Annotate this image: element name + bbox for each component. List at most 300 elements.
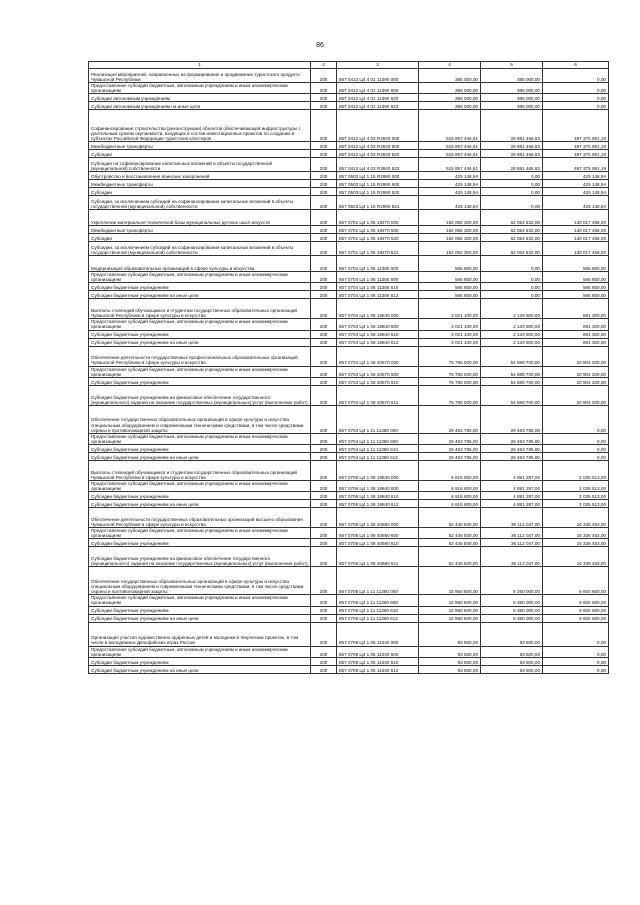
row-name: Субсидии	[89, 234, 311, 242]
row-value-total: 15 950 600,00	[419, 595, 481, 606]
row-code: 200	[311, 539, 337, 547]
row-value-total: 515 957 446,81	[419, 150, 481, 158]
row-value-executed: 2 129 800,00	[481, 338, 543, 346]
row-name: Обеспечение деятельности государственных образовательных организаций высшего образования Чувашской Республики в сфере культуры и искусства	[89, 508, 311, 528]
row-code: 200	[311, 256, 337, 272]
table-row	[89, 665, 609, 673]
row-value-remainder: 16 336 453,00	[543, 508, 609, 528]
row-code: 200	[311, 508, 337, 528]
row-name: Субсидии бюджетным учреждениям	[89, 444, 311, 452]
table-row	[89, 528, 609, 539]
row-value-remainder: 891 300,00	[543, 338, 609, 346]
row-value-total: 385 000,00	[419, 102, 481, 110]
row-value-total: 385 000,00	[419, 83, 481, 94]
row-kbk: 857 0706 Ц4 1 08 40680 610	[337, 539, 419, 547]
row-code: 200	[311, 480, 337, 491]
row-code: 200	[311, 567, 337, 595]
table-row	[89, 172, 609, 180]
row-value-executed: 54 880 700,00	[481, 385, 543, 405]
table-row	[89, 330, 609, 338]
row-kbk: 857 0701 Ц4 1 06 19270 521	[337, 242, 419, 256]
row-name: Предоставление субсидий бюджетным, автономным учреждениям и иным некоммерческим организациям	[89, 366, 311, 377]
row-value-executed: 2 129 800,00	[481, 319, 543, 330]
row-kbk: 857 0704 Ц4 1 08 18840 000	[337, 299, 419, 319]
table-row	[89, 180, 609, 188]
row-value-total: 75 785 000,00	[419, 385, 481, 405]
row-kbk: 857 0704 Ц4 1 08 18840 610	[337, 330, 419, 338]
row-name: Предоставление субсидий бюджетным, автономным учреждениям и иным некоммерческим организациям	[89, 528, 311, 539]
row-value-executed: 36 112 047,00	[481, 508, 543, 528]
row-value-total: 565 800,00	[419, 272, 481, 283]
row-name: Предоставление субсидий бюджетным, автономным учреждениям и иным некоммерческим организациям	[89, 433, 311, 444]
row-value-executed: 29 483 785,00	[481, 433, 543, 444]
row-name: Субсидии бюджетным учреждениям на иные цели	[89, 338, 311, 346]
table-row	[89, 444, 609, 452]
row-value-executed: 2 129 800,00	[481, 330, 543, 338]
row-value-executed: 54 880 700,00	[481, 366, 543, 377]
row-name: Субсидии	[89, 188, 311, 196]
row-value-remainder: 130 017 468,00	[543, 210, 609, 226]
row-name: Обеспечение деятельности государственных профессиональных образовательных организаций Чувашской Республики в сфере культуры и искусства	[89, 346, 311, 366]
row-name: Субсидии бюджетным учреждениям на финансовое обеспечение государственного (муниципального) задания на оказание государственных (муниципальных) услуг (выполнение работ)	[89, 385, 311, 405]
row-kbk: 857 0706 Ц4 1 08 40680 611	[337, 547, 419, 567]
row-kbk: 857 0701 Ц4 1 06 19270 500	[337, 226, 419, 234]
row-kbk: 857 0701 Ц4 1 06 19270 520	[337, 234, 419, 242]
row-name: Субсидии бюджетным учреждениям	[89, 606, 311, 614]
row-kbk: 857 0706 Ц4 1 11 11380 600	[337, 595, 419, 606]
row-code: 200	[311, 385, 337, 405]
row-code: 200	[311, 94, 337, 102]
row-value-executed: 29 483 785,00	[481, 405, 543, 433]
row-value-executed: 93 500,00	[481, 622, 543, 646]
row-value-remainder: 2 035 513,00	[543, 500, 609, 508]
row-code: 200	[311, 528, 337, 539]
row-value-total: 565 800,00	[419, 291, 481, 299]
row-value-total: 192 082 300,00	[419, 226, 481, 234]
row-value-executed: 0,00	[481, 283, 543, 291]
row-code: 200	[311, 188, 337, 196]
row-name: Предоставление субсидий бюджетным, автономным учреждениям и иным некоммерческим организациям	[89, 595, 311, 606]
row-kbk: 857 0709 Ц4 1 06 11040 610	[337, 657, 419, 665]
row-value-remainder: 6 600 600,00	[543, 606, 609, 614]
table-row	[89, 272, 609, 283]
column-header: 5	[481, 62, 543, 69]
row-value-total: 52 448 500,00	[419, 539, 481, 547]
row-name: Предоставление субсидий бюджетным, автономным учреждениям и иным некоммерческим организациям	[89, 83, 311, 94]
row-value-total: 75 785 000,00	[419, 346, 481, 366]
row-value-total: 52 448 500,00	[419, 547, 481, 567]
row-kbk: 857 0701 Ц4 1 06 19270 000	[337, 210, 419, 226]
row-name: Модернизация образовательных организаций в сфере культуры и искусства	[89, 256, 311, 272]
row-kbk: 857 0412 Ц4 4 03 R3840 500	[337, 142, 419, 150]
row-code: 200	[311, 377, 337, 385]
row-value-remainder: 20 904 300,00	[543, 366, 609, 377]
row-name: Реализация мероприятий, направленных на формирование и продвижение туристского продукта Чувашской Республики	[89, 69, 311, 83]
row-value-total: 6 916 800,00	[419, 500, 481, 508]
row-value-remainder: 425 148,94	[543, 196, 609, 210]
row-value-remainder: 0,00	[543, 94, 609, 102]
row-value-remainder: 130 017 468,00	[543, 226, 609, 234]
row-kbk: 857 0704 Ц4 1 08 40670 600	[337, 366, 419, 377]
row-kbk: 857 0412 Ц4 4 01 11390 620	[337, 94, 419, 102]
row-name: Выплаты стипендий обучающимся и студентам государственных образовательных организаций Чувашской Республики в сфере культуры и искусства	[89, 299, 311, 319]
table-row	[89, 142, 609, 150]
row-value-executed: 28 581 465,63	[481, 158, 543, 172]
table-row	[89, 256, 609, 272]
row-value-remainder: 891 300,00	[543, 330, 609, 338]
row-name: Предоставление субсидий бюджетным, автономным учреждениям и иным некоммерческим организациям	[89, 272, 311, 283]
row-kbk: 857 0704 Ц4 1 11 11380 600	[337, 433, 419, 444]
table-row	[89, 291, 609, 299]
row-code: 200	[311, 614, 337, 622]
row-value-executed: 9 350 000,00	[481, 567, 543, 595]
row-value-remainder: 20 904 300,00	[543, 385, 609, 405]
row-name: Субсидии бюджетным учреждениям на иные цели	[89, 614, 311, 622]
table-header-row	[89, 62, 609, 69]
row-value-total: 515 957 446,81	[419, 110, 481, 142]
row-value-remainder: 20 904 300,00	[543, 346, 609, 366]
row-code: 200	[311, 444, 337, 452]
table-row	[89, 283, 609, 291]
table-row	[89, 234, 609, 242]
row-kbk: 857 0503 Ц4 1 15 R2990 520	[337, 188, 419, 196]
row-code: 200	[311, 405, 337, 433]
table-row	[89, 595, 609, 606]
row-value-remainder: 0,00	[543, 452, 609, 460]
row-value-total: 6 916 800,00	[419, 480, 481, 491]
row-value-total: 3 021 100,00	[419, 319, 481, 330]
row-kbk: 857 0704 Ц4 1 08 40670 610	[337, 377, 419, 385]
row-kbk: 857 0706 Ц4 1 08 18840 610	[337, 492, 419, 500]
row-kbk: 857 0704 Ц4 1 11 11380 000	[337, 405, 419, 433]
row-code: 200	[311, 646, 337, 657]
row-name: Субсидии	[89, 150, 311, 158]
row-value-total: 515 957 446,81	[419, 142, 481, 150]
row-name: Предоставление субсидий бюджетным, автономным учреждениям и иным некоммерческим организациям	[89, 480, 311, 491]
row-value-total: 52 448 500,00	[419, 528, 481, 539]
row-kbk: 857 0704 Ц4 1 06 11380 000	[337, 256, 419, 272]
row-value-executed: 9 350 000,00	[481, 614, 543, 622]
row-name: Межбюджетные трансферты	[89, 142, 311, 150]
row-value-total: 29 483 785,00	[419, 444, 481, 452]
row-value-total: 93 500,00	[419, 665, 481, 673]
table-row	[89, 646, 609, 657]
row-value-remainder: 2 035 513,00	[543, 480, 609, 491]
table-row	[89, 210, 609, 226]
row-value-remainder: 565 800,00	[543, 283, 609, 291]
row-kbk: 857 0704 Ц4 1 08 40670 000	[337, 346, 419, 366]
table-row	[89, 614, 609, 622]
row-value-executed: 28 581 465,63	[481, 142, 543, 150]
row-code: 200	[311, 83, 337, 94]
row-code: 200	[311, 234, 337, 242]
row-value-executed: 9 350 000,00	[481, 595, 543, 606]
table-row	[89, 188, 609, 196]
row-value-total: 52 448 500,00	[419, 508, 481, 528]
row-value-executed: 9 350 000,00	[481, 606, 543, 614]
row-value-total: 29 483 785,00	[419, 405, 481, 433]
table-row	[89, 346, 609, 366]
row-value-total: 93 500,00	[419, 622, 481, 646]
row-code: 200	[311, 196, 337, 210]
row-value-total: 425 148,94	[419, 196, 481, 210]
row-value-executed: 36 112 047,00	[481, 547, 543, 567]
row-code: 200	[311, 460, 337, 480]
row-value-total: 15 950 600,00	[419, 614, 481, 622]
row-value-total: 3 021 100,00	[419, 299, 481, 319]
row-value-total: 192 082 300,00	[419, 234, 481, 242]
row-value-remainder: 20 904 300,00	[543, 377, 609, 385]
row-kbk: 857 0412 Ц4 4 01 11390 622	[337, 102, 419, 110]
row-value-executed: 54 880 700,00	[481, 346, 543, 366]
row-value-total: 15 950 600,00	[419, 567, 481, 595]
column-header: 1	[89, 62, 311, 69]
column-header: 2	[311, 62, 337, 69]
row-value-remainder: 0,00	[543, 622, 609, 646]
row-value-executed: 0,00	[481, 188, 543, 196]
row-value-executed: 62 064 832,00	[481, 242, 543, 256]
row-code: 200	[311, 330, 337, 338]
row-value-remainder: 891 300,00	[543, 299, 609, 319]
column-header: 4	[419, 62, 481, 69]
row-name: Субсидии, за исключением субсидий на софинансирование капитальных вложений в объекты государственной (муниципальной) собственности	[89, 242, 311, 256]
row-value-remainder: 565 800,00	[543, 291, 609, 299]
row-kbk: 857 0706 Ц4 1 11 11380 610	[337, 606, 419, 614]
row-code: 200	[311, 346, 337, 366]
row-kbk: 857 0704 Ц4 1 06 11380 600	[337, 272, 419, 283]
row-value-executed: 4 881 287,00	[481, 460, 543, 480]
row-name: Обеспечение государственных образовательных организаций в сфере культуры и искусства специальным оборудованием и современными техническими средствами, в том числе средствами охраны и противопожарной защиты	[89, 567, 311, 595]
row-name: Субсидии бюджетным учреждениям	[89, 283, 311, 291]
table-row	[89, 385, 609, 405]
row-value-remainder: 487 375 981,18	[543, 110, 609, 142]
row-value-remainder: 0,00	[543, 102, 609, 110]
table-row	[89, 508, 609, 528]
table-row	[89, 622, 609, 646]
row-value-remainder: 2 035 513,00	[543, 460, 609, 480]
row-value-remainder: 891 300,00	[543, 319, 609, 330]
row-value-executed: 385 000,00	[481, 102, 543, 110]
row-code: 200	[311, 319, 337, 330]
row-kbk: 857 0412 Ц4 4 03 R3840 520	[337, 150, 419, 158]
budget-table	[88, 61, 609, 674]
row-code: 200	[311, 299, 337, 319]
table-row	[89, 110, 609, 142]
row-value-remainder: 2 035 513,00	[543, 492, 609, 500]
row-code: 200	[311, 142, 337, 150]
row-code: 200	[311, 69, 337, 83]
row-kbk: 857 0704 Ц4 1 11 11380 612	[337, 452, 419, 460]
row-code: 200	[311, 158, 337, 172]
table-row	[89, 158, 609, 172]
row-value-total: 15 950 600,00	[419, 606, 481, 614]
row-code: 200	[311, 283, 337, 291]
table-row	[89, 547, 609, 567]
row-value-remainder: 6 600 600,00	[543, 567, 609, 595]
row-name: Субсидии бюджетным учреждениям на иные цели	[89, 665, 311, 673]
row-value-executed: 62 064 832,00	[481, 226, 543, 234]
row-kbk: 857 0503 Ц4 1 15 R2990 521	[337, 196, 419, 210]
row-kbk: 857 0706 Ц4 1 11 11380 000	[337, 567, 419, 595]
table-row	[89, 242, 609, 256]
row-value-remainder: 487 375 981,18	[543, 142, 609, 150]
table-row	[89, 606, 609, 614]
table-row	[89, 500, 609, 508]
row-value-total: 29 483 785,00	[419, 452, 481, 460]
row-code: 200	[311, 338, 337, 346]
row-name: Субсидии бюджетным учреждениям	[89, 539, 311, 547]
table-row	[89, 492, 609, 500]
page-number: 86	[316, 42, 324, 49]
row-value-remainder: 0,00	[543, 433, 609, 444]
row-code: 200	[311, 272, 337, 283]
row-code: 200	[311, 366, 337, 377]
row-value-total: 565 800,00	[419, 256, 481, 272]
row-name: Выплаты стипендий обучающимся и студентам государственных образовательных организаций Чувашской Республики в сфере культуры и искусства	[89, 460, 311, 480]
row-value-executed: 0,00	[481, 256, 543, 272]
row-value-executed: 0,00	[481, 180, 543, 188]
row-name: Субсидии, за исключением субсидий на софинансирование капитальных вложений в объекты государственной (муниципальной) собственности	[89, 196, 311, 210]
row-code: 200	[311, 226, 337, 234]
row-kbk: 857 0709 Ц4 1 06 11040 600	[337, 646, 419, 657]
row-name: Обеспечение государственных образовательных организаций в сфере культуры и искусства специальным оборудованием и современными техническими средствами, в том числе средствами охраны и противопожарной защиты	[89, 405, 311, 433]
row-value-remainder: 425 148,94	[543, 188, 609, 196]
row-value-executed: 36 112 047,00	[481, 539, 543, 547]
row-value-executed: 385 000,00	[481, 69, 543, 83]
row-code: 200	[311, 433, 337, 444]
row-name: Субсидии автономным учреждениям на иные цели	[89, 102, 311, 110]
row-kbk: 857 0704 Ц4 1 06 11380 610	[337, 283, 419, 291]
table-row	[89, 567, 609, 595]
row-kbk: 857 0706 Ц4 1 08 40680 000	[337, 508, 419, 528]
table-row	[89, 319, 609, 330]
row-value-remainder: 0,00	[543, 657, 609, 665]
row-value-executed: 4 881 287,00	[481, 500, 543, 508]
row-kbk: 857 0706 Ц4 1 11 11380 612	[337, 614, 419, 622]
row-value-total: 75 785 000,00	[419, 366, 481, 377]
row-value-executed: 0,00	[481, 196, 543, 210]
row-value-executed: 4 881 287,00	[481, 492, 543, 500]
table-row	[89, 657, 609, 665]
row-value-remainder: 565 800,00	[543, 256, 609, 272]
row-value-remainder: 16 336 453,00	[543, 539, 609, 547]
row-value-executed: 28 581 465,63	[481, 150, 543, 158]
row-value-remainder: 16 336 453,00	[543, 528, 609, 539]
table-row	[89, 460, 609, 480]
row-kbk: 857 0706 Ц4 1 08 18840 000	[337, 460, 419, 480]
row-value-total: 425 148,94	[419, 188, 481, 196]
row-value-total: 6 916 800,00	[419, 492, 481, 500]
row-kbk: 857 0704 Ц4 1 08 40670 611	[337, 385, 419, 405]
row-value-total: 565 800,00	[419, 283, 481, 291]
row-value-total: 425 148,94	[419, 172, 481, 180]
row-kbk: 857 0704 Ц4 1 08 18840 612	[337, 338, 419, 346]
table-row	[89, 69, 609, 83]
row-value-executed: 62 064 832,00	[481, 234, 543, 242]
row-value-remainder: 0,00	[543, 444, 609, 452]
table-row	[89, 405, 609, 433]
table-row	[89, 480, 609, 491]
row-name: Субсидии бюджетным учреждениям на иные цели	[89, 291, 311, 299]
row-code: 200	[311, 102, 337, 110]
row-kbk: 857 0503 Ц4 1 15 R2990 500	[337, 180, 419, 188]
row-value-executed: 29 483 785,00	[481, 452, 543, 460]
row-kbk: 857 0704 Ц4 1 11 11380 610	[337, 444, 419, 452]
row-value-executed: 62 064 832,00	[481, 210, 543, 226]
row-code: 200	[311, 242, 337, 256]
row-code: 200	[311, 547, 337, 567]
row-value-executed: 2 129 800,00	[481, 299, 543, 319]
row-kbk: 857 0709 Ц4 1 06 11040 000	[337, 622, 419, 646]
row-value-remainder: 0,00	[543, 69, 609, 83]
row-value-remainder: 487 375 981,18	[543, 150, 609, 158]
row-value-remainder: 565 800,00	[543, 272, 609, 283]
row-value-total: 75 785 000,00	[419, 377, 481, 385]
row-code: 200	[311, 452, 337, 460]
row-name: Организация участия художественно одаренных детей и молодежи в творческих проектах, в том числе в молодежных Дельфийских играх России	[89, 622, 311, 646]
row-value-total: 6 916 800,00	[419, 460, 481, 480]
row-value-executed: 4 881 287,00	[481, 480, 543, 491]
row-name: Укрепление материально-технической базы муниципальных детских школ искусств	[89, 210, 311, 226]
row-value-executed: 36 112 047,00	[481, 528, 543, 539]
row-name: Субсидии бюджетным учреждениям	[89, 377, 311, 385]
table-row	[89, 150, 609, 158]
row-value-remainder: 130 017 468,00	[543, 234, 609, 242]
row-name: Обустройство и восстановление воинских захоронений	[89, 172, 311, 180]
row-name: Субсидии на софинансирование капитальных вложений в объекты государственной (муниципальной) собственности	[89, 158, 311, 172]
row-name: Софинансирование строительства (реконструкции) объектов обеспечивающей инфраструктуры с длительным сроком окупаемости, входящих в состав инвестиционных проектов по созданию в субъектах Российской Федерации туристских кластеров	[89, 110, 311, 142]
row-code: 200	[311, 500, 337, 508]
row-code: 200	[311, 180, 337, 188]
row-kbk: 857 0706 Ц4 1 08 18840 612	[337, 500, 419, 508]
row-value-remainder: 487 375 981,18	[543, 158, 609, 172]
table-row	[89, 433, 609, 444]
table-row	[89, 377, 609, 385]
row-value-total: 385 000,00	[419, 94, 481, 102]
row-value-executed: 0,00	[481, 291, 543, 299]
row-name: Межбюджетные трансферты	[89, 180, 311, 188]
row-name: Субсидии бюджетным учреждениям на финансовое обеспечение государственного (муниципального) задания на оказание государственных (муниципальных) услуг (выполнение работ)	[89, 547, 311, 567]
row-value-remainder: 130 017 468,00	[543, 242, 609, 256]
row-value-executed: 29 483 785,00	[481, 444, 543, 452]
row-value-executed: 385 000,00	[481, 83, 543, 94]
row-name: Предоставление субсидий бюджетным, автономным учреждениям и иным некоммерческим организациям	[89, 319, 311, 330]
row-code: 200	[311, 622, 337, 646]
row-code: 200	[311, 606, 337, 614]
row-code: 200	[311, 595, 337, 606]
row-value-remainder: 0,00	[543, 665, 609, 673]
row-value-remainder: 425 148,94	[543, 172, 609, 180]
row-value-remainder: 425 148,94	[543, 180, 609, 188]
row-name: Субсидии бюджетным учреждениям на иные цели	[89, 500, 311, 508]
row-value-executed: 0,00	[481, 272, 543, 283]
row-name: Субсидии бюджетным учреждениям на иные цели	[89, 452, 311, 460]
table-row	[89, 452, 609, 460]
row-value-remainder: 6 600 600,00	[543, 614, 609, 622]
row-kbk: 857 0706 Ц4 1 08 40680 600	[337, 528, 419, 539]
table-row	[89, 196, 609, 210]
row-kbk: 857 0704 Ц4 1 08 18840 600	[337, 319, 419, 330]
row-value-remainder: 6 600 600,00	[543, 595, 609, 606]
table-row	[89, 102, 609, 110]
row-value-remainder: 0,00	[543, 405, 609, 433]
row-code: 200	[311, 657, 337, 665]
column-header: 3	[337, 62, 419, 69]
table-row	[89, 299, 609, 319]
row-value-executed: 93 500,00	[481, 657, 543, 665]
row-value-total: 3 021 100,00	[419, 330, 481, 338]
row-kbk: 857 0706 Ц4 1 08 18840 600	[337, 480, 419, 491]
